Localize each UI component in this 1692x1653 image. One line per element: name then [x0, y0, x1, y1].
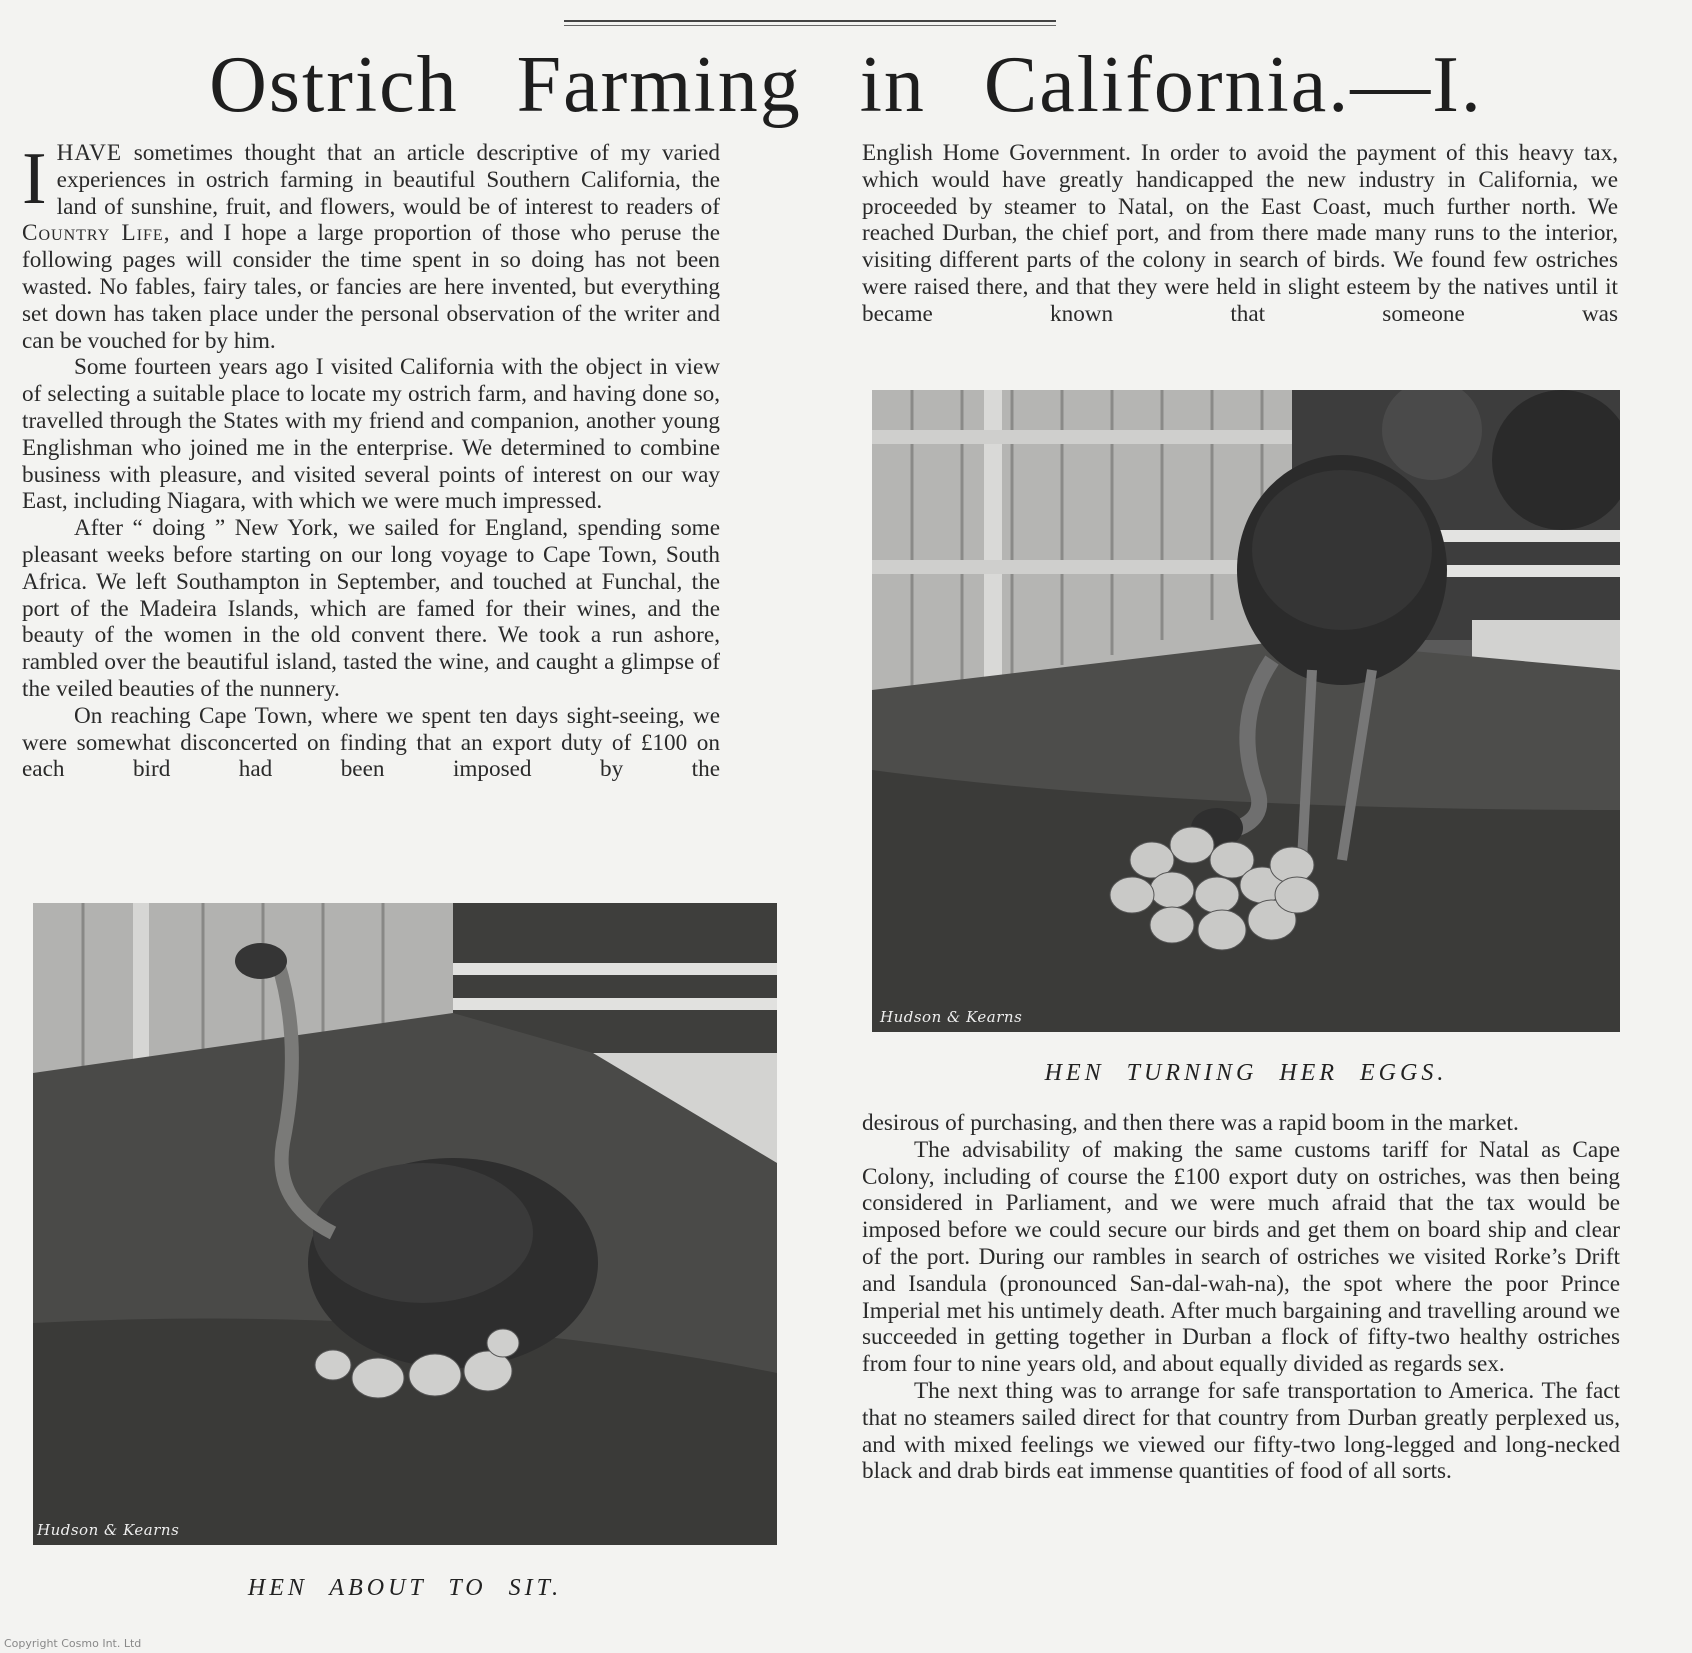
paragraph-1: IHAVE sometimes thought that an article descriptive of my varied experiences in ostrich farming in beautiful Southern California, the land of sunshine, fruit, and flowers, would be of interest to readers of Country Life, and I hope a large proportion of those who peruse the following pages will consider the time spent in so doing has not been wasted. No fables, fairy tales, or fancies are here invented, but everything set down has taken place under the personal observation of the writer and can be vouched for by him.: [22, 138, 720, 354]
drop-cap: I: [22, 138, 47, 220]
paragraph-2: Some fourteen years ago I visited California with the object in view of selecting a suitable place to locate my ostrich farm, and having done so, travelled through the States with my friend and companion, another young Englishman who joined me in the enterprise. We determined to combine business with pleasure, and visited several points of interest on our way East, including Niagara, with which we were much impressed.: [22, 354, 720, 515]
ostrich-sitting-image: [33, 903, 777, 1545]
paragraph-6: desirous of purchasing, and then there was a rapid boom in the market.: [862, 1110, 1519, 1136]
title-rule: [564, 20, 1056, 26]
caption-hen-turning-eggs: HEN TURNING HER EGGS.: [1044, 1060, 1448, 1086]
copyright-notice: Copyright Cosmo Int. Ltd: [4, 1637, 142, 1650]
ostrich-on-eggs-image: [872, 390, 1620, 1032]
paragraph-8: The next thing was to arrange for safe transportation to America. The fact that no steamers sailed direct for that country from Durban greatly perplexed us, and with mixed feelings we viewed our fifty-two long-legged and long-necked black and drab birds eat immense quantities of food of all sorts.: [862, 1377, 1620, 1485]
paragraph-4: On reaching Cape Town, where we spent ten days sight-seeing, we were somewhat disconcerted on finding that an export duty of £100 on each bird had been imposed by the: [22, 702, 720, 783]
photo-credit: Hudson & Kearns: [880, 1008, 1023, 1026]
left-column-text: [22, 140, 720, 783]
article-title: Ostrich Farming in California.—I.: [209, 41, 1483, 129]
caption-hen-about-to-sit: HEN ABOUT TO SIT.: [247, 1575, 563, 1601]
photo-hen-turning-eggs: [872, 390, 1620, 1032]
paragraph-3: After “ doing ” New York, we sailed for England, spending some pleasant weeks before starting on our long voyage to Cape Town, South Africa. We left Southampton in September, and touched at Funchal, the port of the Madeira Islands, which are famed for their wines, and the beauty of the women in the old convent there. We took a run ashore, rambled over the beautiful island, tasted the wine, and caught a glimpse of the veiled beauties of the nunnery.: [22, 515, 720, 702]
right-column-top-text: [862, 140, 1618, 328]
photo-hen-about-to-sit: [33, 903, 777, 1545]
paragraph-7: The advisability of making the same customs tariff for Natal as Cape Colony, including of course the £100 export duty on ostriches, was then being considered in Parliament, and we were much afraid that the tax would be imposed before we could secure our birds and get them on board ship and clear of the port. During our rambles in search of ostriches we visited Rorke’s Drift and Isandula (pronounced San-dal-wah-na), the spot where the poor Prince Imperial met his untimely death. After much bargaining and travelling around we succeeded in getting together in Durban a flock of fifty-two healthy ostriches from four to nine years old, and about equally divided as regards sex.: [862, 1136, 1620, 1378]
paragraph-5: English Home Government. In order to avoid the payment of this heavy tax, which would have greatly handicapped the new industry in California, we proceeded by steamer to Natal, on the East Coast, much further north. We reached Durban, the chief port, and from there made many runs to the interior, visiting different parts of the colony in search of birds. We found few ostriches were raised there, and that they were held in slight esteem by the natives until it became known that someone was: [862, 140, 1618, 327]
magazine-name: Country Life: [22, 220, 164, 247]
photo-credit: Hudson & Kearns: [37, 1521, 180, 1539]
right-column-bottom-text: [862, 1110, 1620, 1485]
